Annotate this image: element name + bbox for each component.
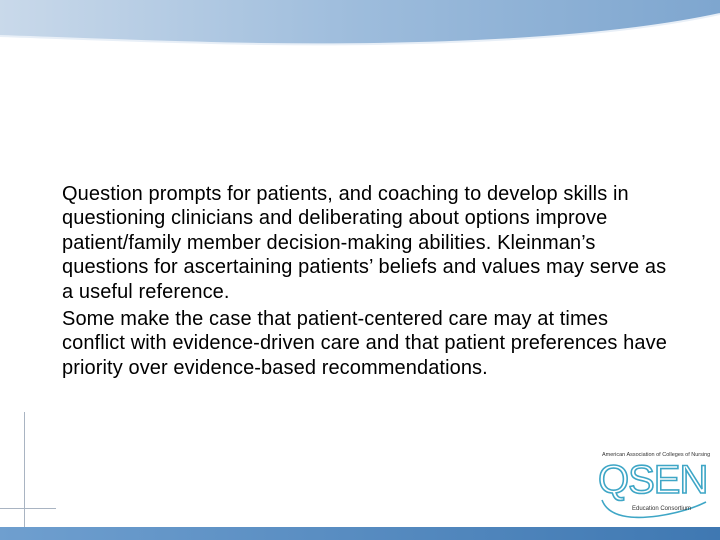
qsen-logo xyxy=(598,452,711,524)
corner-guide-horizontal xyxy=(0,508,56,509)
logo-org-name: American Association of Colleges of Nursing xyxy=(602,452,711,458)
bottom-bar xyxy=(0,527,720,540)
corner-guide-vertical xyxy=(24,412,25,532)
paragraph-patient-centered-care: Some make the case that patient-centered care may at times conflict with evidence-driven care and that patient preferences have priority over evidence-based recommendations. xyxy=(62,308,667,379)
logo-wordmark: QSEN xyxy=(598,458,708,502)
logo-subtitle: Education Consortium xyxy=(632,506,692,512)
slide-body-text xyxy=(62,182,668,383)
top-wave-banner xyxy=(0,0,720,60)
paragraph-question-prompts: Question prompts for patients, and coaching to develop skills in questioning clinicians and deliberating about options improve patient/family member decision-making abilities. Kleinman’s questions for ascertaining patients’ beliefs and values may serve as a useful reference. xyxy=(62,183,667,303)
